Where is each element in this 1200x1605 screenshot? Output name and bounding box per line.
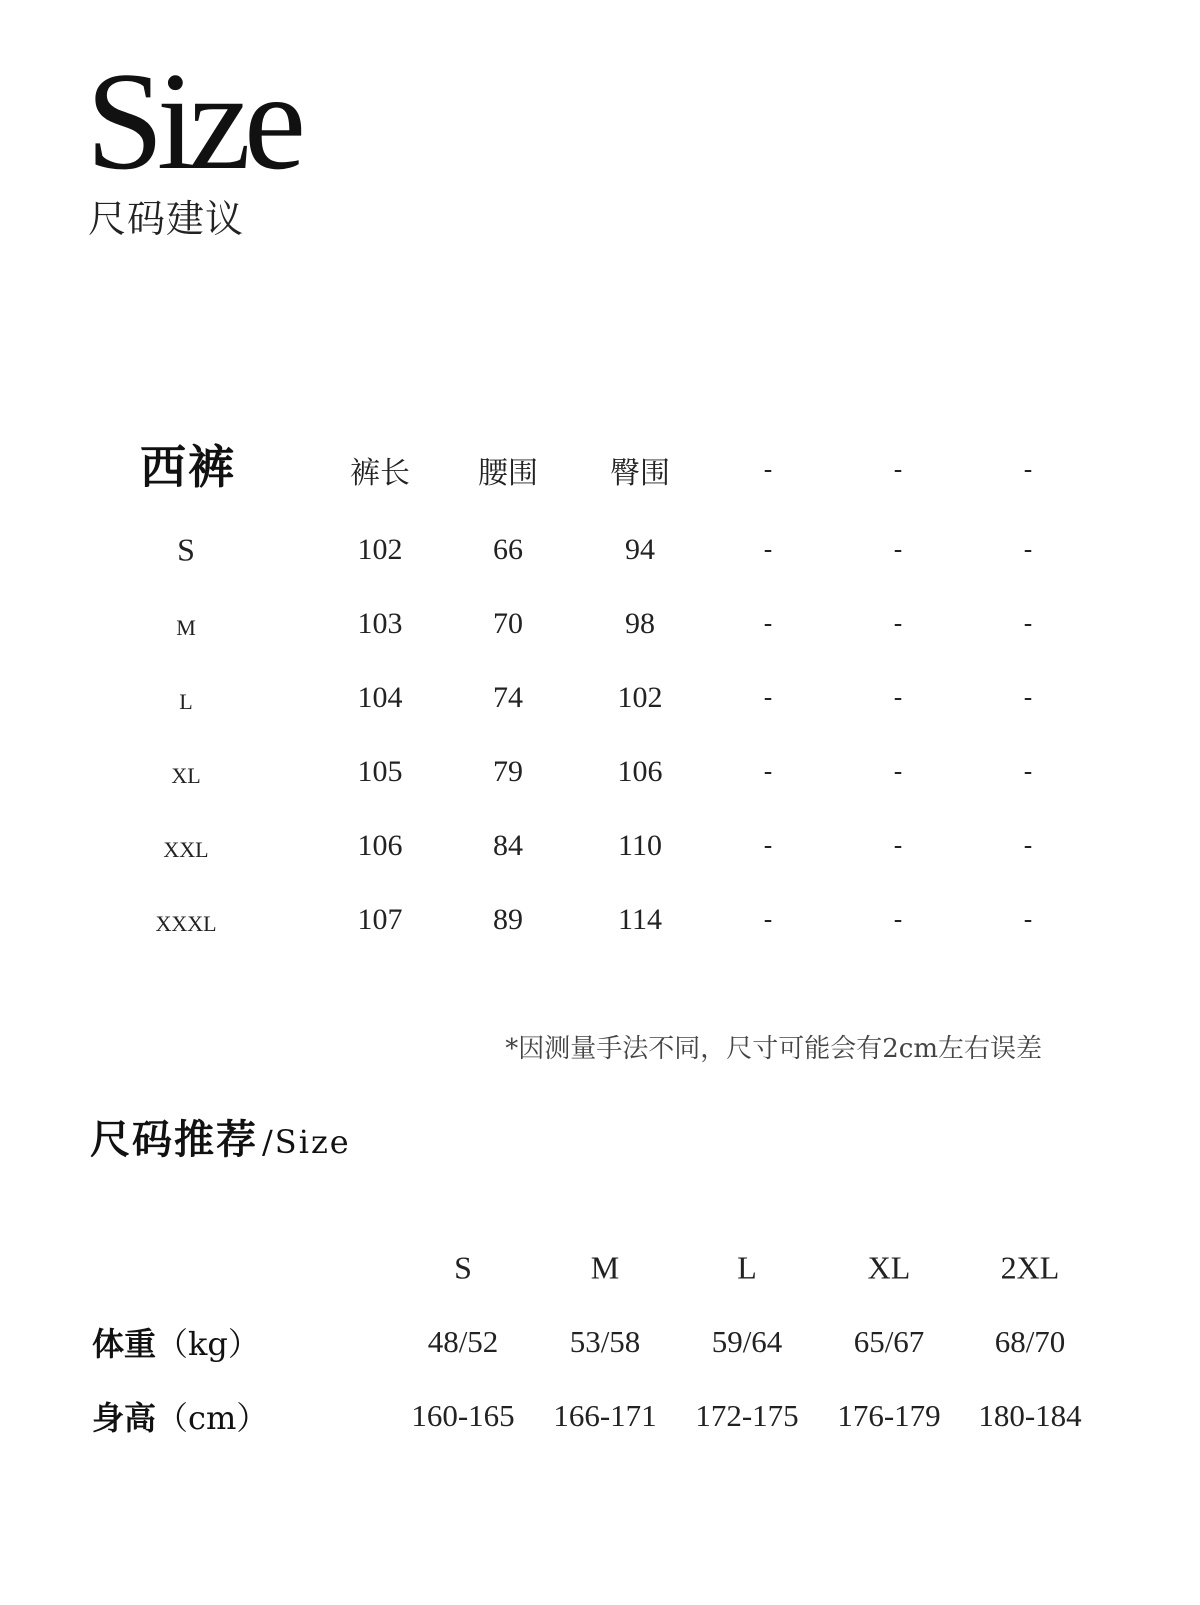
recommendation-cell: 166-171 — [553, 1398, 657, 1433]
table-cell: 103 — [357, 607, 403, 640]
recommendation-cell: 176-179 — [837, 1398, 941, 1433]
table-cell: - — [1023, 905, 1033, 935]
recommendation-title-cn: 尺码推荐 — [90, 1116, 258, 1163]
table-cell: 89 — [493, 903, 523, 936]
recommendation-row-label-text: 身高 — [92, 1399, 157, 1437]
table-cell: - — [893, 535, 903, 565]
column-header: - — [893, 455, 903, 485]
recommendation-cell: 68/70 — [994, 1324, 1066, 1359]
recommendation-size-header: L — [737, 1249, 757, 1286]
column-header: 腰围 — [478, 456, 538, 491]
recommendation-cell: 160-165 — [411, 1398, 515, 1433]
recommendation-cell: 48/52 — [427, 1324, 499, 1359]
recommendation-size-header: XL — [867, 1249, 911, 1286]
size-label: XXXL — [155, 911, 217, 936]
table-cell: 107 — [357, 903, 403, 936]
size-label: S — [177, 531, 195, 568]
size-label: L — [179, 689, 193, 714]
table-cell: - — [763, 683, 773, 713]
recommendation-size-header: 2XL — [1000, 1249, 1060, 1286]
table-cell: 110 — [618, 829, 662, 862]
recommendation-size-header: M — [590, 1249, 620, 1286]
size-label: XXL — [163, 837, 209, 862]
table-cell: 102 — [357, 533, 403, 566]
size-label: M — [176, 615, 196, 640]
column-header: - — [763, 455, 773, 485]
recommendation-cell: 53/58 — [569, 1324, 641, 1359]
table-cell: 102 — [617, 681, 663, 714]
table-cell: 105 — [357, 755, 403, 788]
recommendation-title-en: /Size — [262, 1123, 351, 1161]
table-cell: - — [763, 609, 773, 639]
recommendation-cell: 59/64 — [711, 1324, 783, 1359]
recommendation-row-unit: （kg） — [156, 1325, 260, 1363]
table-cell: - — [763, 535, 773, 565]
column-header: 臀围 — [610, 456, 670, 491]
table-cell: 106 — [617, 755, 663, 788]
table-cell: 94 — [625, 533, 655, 566]
table-cell: - — [1023, 831, 1033, 861]
table-cell: - — [763, 831, 773, 861]
column-header: - — [1023, 455, 1033, 485]
table-cell: 114 — [618, 903, 662, 936]
table-cell: - — [893, 683, 903, 713]
table-cell: 66 — [493, 533, 523, 566]
recommendation-cell: 172-175 — [695, 1398, 799, 1433]
table-cell: - — [1023, 535, 1033, 565]
recommendation-row-label-text: 体重 — [92, 1325, 157, 1363]
table-cell: - — [893, 831, 903, 861]
page-title: Size — [86, 44, 300, 199]
recommendation-row-unit: （cm） — [156, 1399, 269, 1437]
table-cell: - — [1023, 757, 1033, 787]
table-cell: - — [1023, 609, 1033, 639]
table-cell: 79 — [493, 755, 523, 788]
recommendation-size-header: S — [454, 1249, 472, 1286]
recommendation-cell: 65/67 — [853, 1324, 925, 1359]
table-cell: 106 — [357, 829, 403, 862]
table-cell: 70 — [493, 607, 523, 640]
table-cell: - — [893, 757, 903, 787]
table-cell: 74 — [493, 681, 523, 714]
measurement-note: *因测量手法不同，尺寸可能会有2cm左右误差 — [505, 1034, 1042, 1064]
table-cell: - — [763, 757, 773, 787]
table-cell: 104 — [357, 681, 403, 714]
table-cell: - — [1023, 683, 1033, 713]
recommendation-row-label — [92, 1393, 268, 1439]
table-cell: - — [893, 905, 903, 935]
table-cell: - — [893, 609, 903, 639]
table-cell: - — [763, 905, 773, 935]
table-cell: 84 — [493, 829, 523, 862]
page-subtitle: 尺码建议 — [88, 197, 245, 241]
size-label: XL — [171, 763, 201, 788]
recommendation-cell: 180-184 — [978, 1398, 1082, 1433]
column-header: 裤长 — [350, 456, 410, 491]
table-cell: 98 — [625, 607, 655, 640]
recommendation-title — [90, 1108, 351, 1165]
table-name: 西裤 — [140, 440, 236, 494]
recommendation-row-label — [92, 1319, 260, 1365]
